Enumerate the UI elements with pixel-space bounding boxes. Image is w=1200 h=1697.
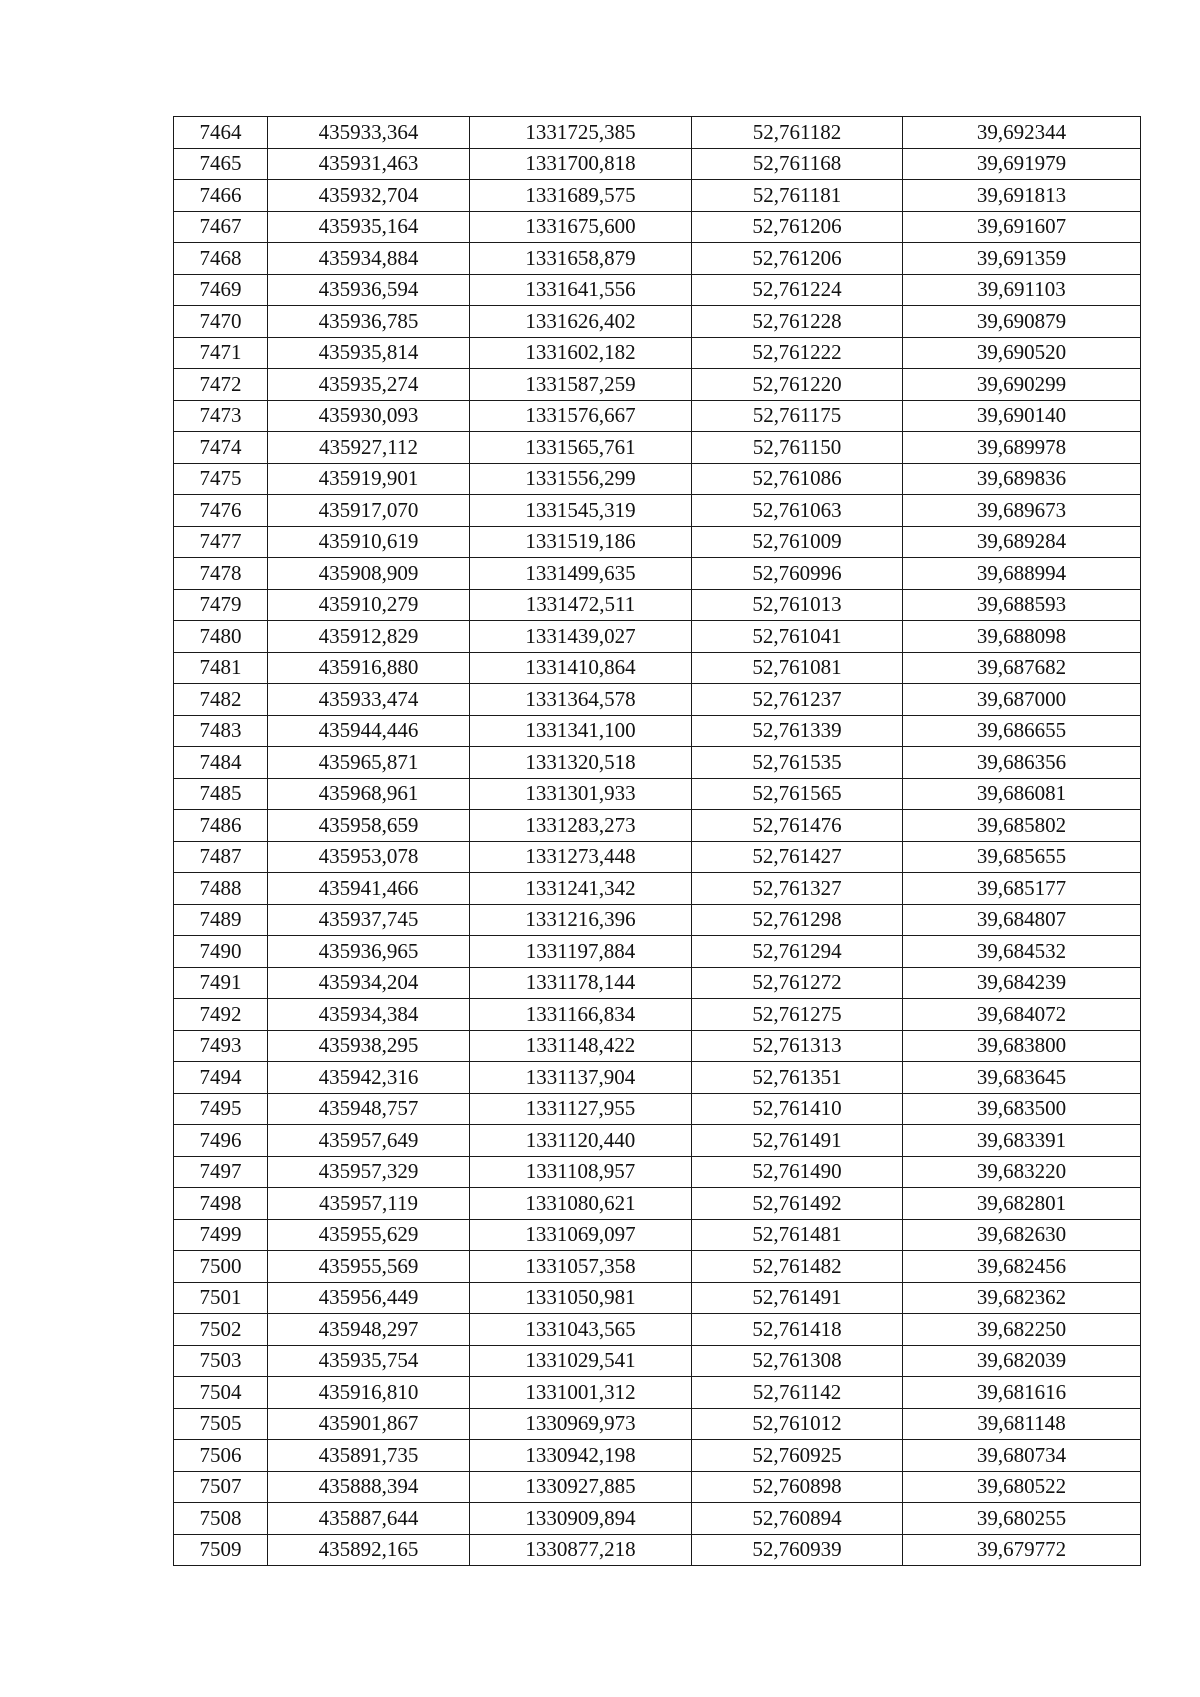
x-coordinate-cell: 435934,384 [268,999,470,1031]
longitude-cell: 39,691359 [903,243,1141,275]
latitude-cell: 52,761339 [692,715,903,747]
table-row [174,715,1141,747]
longitude-cell: 39,690879 [903,306,1141,338]
x-coordinate-cell: 435933,364 [268,117,470,149]
longitude-cell: 39,683220 [903,1156,1141,1188]
table-row [174,337,1141,369]
x-coordinate-cell: 435887,644 [268,1503,470,1535]
x-coordinate-cell: 435957,119 [268,1188,470,1220]
longitude-cell: 39,687000 [903,684,1141,716]
y-coordinate-cell: 1331108,957 [470,1156,692,1188]
longitude-cell: 39,689673 [903,495,1141,527]
point-number-cell: 7493 [174,1030,268,1062]
y-coordinate-cell: 1331166,834 [470,999,692,1031]
y-coordinate-cell: 1330969,973 [470,1408,692,1440]
table-row [174,684,1141,716]
table-row [174,1440,1141,1472]
point-number-cell: 7469 [174,274,268,306]
latitude-cell: 52,761313 [692,1030,903,1062]
y-coordinate-cell: 1331565,761 [470,432,692,464]
longitude-cell: 39,689836 [903,463,1141,495]
coordinates-table-body [174,117,1141,1566]
y-coordinate-cell: 1331197,884 [470,936,692,968]
x-coordinate-cell: 435956,449 [268,1282,470,1314]
longitude-cell: 39,684807 [903,904,1141,936]
table-row [174,1219,1141,1251]
x-coordinate-cell: 435936,965 [268,936,470,968]
x-coordinate-cell: 435891,735 [268,1440,470,1472]
point-number-cell: 7491 [174,967,268,999]
x-coordinate-cell: 435948,757 [268,1093,470,1125]
point-number-cell: 7468 [174,243,268,275]
table-row [174,1062,1141,1094]
table-row [174,1282,1141,1314]
latitude-cell: 52,761175 [692,400,903,432]
x-coordinate-cell: 435908,909 [268,558,470,590]
latitude-cell: 52,761410 [692,1093,903,1125]
table-row [174,1125,1141,1157]
latitude-cell: 52,761041 [692,621,903,653]
y-coordinate-cell: 1331364,578 [470,684,692,716]
point-number-cell: 7487 [174,841,268,873]
longitude-cell: 39,688098 [903,621,1141,653]
y-coordinate-cell: 1331216,396 [470,904,692,936]
y-coordinate-cell: 1331576,667 [470,400,692,432]
table-row [174,1156,1141,1188]
x-coordinate-cell: 435936,785 [268,306,470,338]
table-row [174,936,1141,968]
latitude-cell: 52,760894 [692,1503,903,1535]
latitude-cell: 52,761181 [692,180,903,212]
x-coordinate-cell: 435957,329 [268,1156,470,1188]
table-row [174,526,1141,558]
y-coordinate-cell: 1331587,259 [470,369,692,401]
latitude-cell: 52,761418 [692,1314,903,1346]
latitude-cell: 52,761081 [692,652,903,684]
table-row [174,747,1141,779]
latitude-cell: 52,761490 [692,1156,903,1188]
table-row [174,306,1141,338]
longitude-cell: 39,682630 [903,1219,1141,1251]
latitude-cell: 52,761063 [692,495,903,527]
latitude-cell: 52,761237 [692,684,903,716]
longitude-cell: 39,682250 [903,1314,1141,1346]
longitude-cell: 39,686081 [903,778,1141,810]
x-coordinate-cell: 435941,466 [268,873,470,905]
longitude-cell: 39,682801 [903,1188,1141,1220]
x-coordinate-cell: 435910,279 [268,589,470,621]
table-row [174,1188,1141,1220]
latitude-cell: 52,761491 [692,1125,903,1157]
y-coordinate-cell: 1331148,422 [470,1030,692,1062]
point-number-cell: 7489 [174,904,268,936]
x-coordinate-cell: 435892,165 [268,1534,470,1566]
y-coordinate-cell: 1331137,904 [470,1062,692,1094]
table-row [174,117,1141,149]
point-number-cell: 7492 [174,999,268,1031]
longitude-cell: 39,688994 [903,558,1141,590]
x-coordinate-cell: 435968,961 [268,778,470,810]
latitude-cell: 52,761009 [692,526,903,558]
longitude-cell: 39,683391 [903,1125,1141,1157]
x-coordinate-cell: 435930,093 [268,400,470,432]
latitude-cell: 52,761491 [692,1282,903,1314]
longitude-cell: 39,683500 [903,1093,1141,1125]
x-coordinate-cell: 435958,659 [268,810,470,842]
longitude-cell: 39,681148 [903,1408,1141,1440]
y-coordinate-cell: 1331283,273 [470,810,692,842]
y-coordinate-cell: 1331675,600 [470,211,692,243]
longitude-cell: 39,691607 [903,211,1141,243]
latitude-cell: 52,761492 [692,1188,903,1220]
latitude-cell: 52,761275 [692,999,903,1031]
table-row [174,1093,1141,1125]
table-row [174,999,1141,1031]
longitude-cell: 39,689978 [903,432,1141,464]
longitude-cell: 39,680255 [903,1503,1141,1535]
longitude-cell: 39,684239 [903,967,1141,999]
latitude-cell: 52,761535 [692,747,903,779]
x-coordinate-cell: 435912,829 [268,621,470,653]
latitude-cell: 52,761224 [692,274,903,306]
point-number-cell: 7465 [174,148,268,180]
point-number-cell: 7509 [174,1534,268,1566]
point-number-cell: 7502 [174,1314,268,1346]
x-coordinate-cell: 435955,629 [268,1219,470,1251]
table-row [174,243,1141,275]
point-number-cell: 7473 [174,400,268,432]
longitude-cell: 39,684072 [903,999,1141,1031]
point-number-cell: 7467 [174,211,268,243]
latitude-cell: 52,761298 [692,904,903,936]
longitude-cell: 39,692344 [903,117,1141,149]
point-number-cell: 7498 [174,1188,268,1220]
y-coordinate-cell: 1331050,981 [470,1282,692,1314]
point-number-cell: 7503 [174,1345,268,1377]
point-number-cell: 7497 [174,1156,268,1188]
latitude-cell: 52,761272 [692,967,903,999]
latitude-cell: 52,761206 [692,211,903,243]
point-number-cell: 7482 [174,684,268,716]
x-coordinate-cell: 435935,164 [268,211,470,243]
point-number-cell: 7480 [174,621,268,653]
longitude-cell: 39,691813 [903,180,1141,212]
point-number-cell: 7506 [174,1440,268,1472]
longitude-cell: 39,688593 [903,589,1141,621]
x-coordinate-cell: 435937,745 [268,904,470,936]
y-coordinate-cell: 1331626,402 [470,306,692,338]
y-coordinate-cell: 1331472,511 [470,589,692,621]
x-coordinate-cell: 435936,594 [268,274,470,306]
point-number-cell: 7486 [174,810,268,842]
y-coordinate-cell: 1331725,385 [470,117,692,149]
point-number-cell: 7485 [174,778,268,810]
table-row [174,1503,1141,1535]
y-coordinate-cell: 1331178,144 [470,967,692,999]
point-number-cell: 7481 [174,652,268,684]
y-coordinate-cell: 1331439,027 [470,621,692,653]
x-coordinate-cell: 435934,204 [268,967,470,999]
y-coordinate-cell: 1331127,955 [470,1093,692,1125]
table-row [174,180,1141,212]
longitude-cell: 39,684532 [903,936,1141,968]
table-row [174,400,1141,432]
table-row [174,1377,1141,1409]
longitude-cell: 39,689284 [903,526,1141,558]
point-number-cell: 7475 [174,463,268,495]
point-number-cell: 7483 [174,715,268,747]
y-coordinate-cell: 1331301,933 [470,778,692,810]
table-row [174,1345,1141,1377]
y-coordinate-cell: 1330942,198 [470,1440,692,1472]
point-number-cell: 7478 [174,558,268,590]
longitude-cell: 39,691103 [903,274,1141,306]
point-number-cell: 7501 [174,1282,268,1314]
latitude-cell: 52,761351 [692,1062,903,1094]
table-row [174,1314,1141,1346]
latitude-cell: 52,761013 [692,589,903,621]
latitude-cell: 52,761086 [692,463,903,495]
longitude-cell: 39,690140 [903,400,1141,432]
point-number-cell: 7477 [174,526,268,558]
point-number-cell: 7505 [174,1408,268,1440]
x-coordinate-cell: 435938,295 [268,1030,470,1062]
point-number-cell: 7508 [174,1503,268,1535]
longitude-cell: 39,685802 [903,810,1141,842]
point-number-cell: 7474 [174,432,268,464]
point-number-cell: 7490 [174,936,268,968]
y-coordinate-cell: 1331029,541 [470,1345,692,1377]
y-coordinate-cell: 1331519,186 [470,526,692,558]
x-coordinate-cell: 435965,871 [268,747,470,779]
latitude-cell: 52,761182 [692,117,903,149]
point-number-cell: 7472 [174,369,268,401]
point-number-cell: 7494 [174,1062,268,1094]
table-row [174,1534,1141,1566]
y-coordinate-cell: 1331341,100 [470,715,692,747]
latitude-cell: 52,760939 [692,1534,903,1566]
x-coordinate-cell: 435888,394 [268,1471,470,1503]
x-coordinate-cell: 435932,704 [268,180,470,212]
x-coordinate-cell: 435927,112 [268,432,470,464]
y-coordinate-cell: 1331069,097 [470,1219,692,1251]
y-coordinate-cell: 1331057,358 [470,1251,692,1283]
table-row [174,432,1141,464]
x-coordinate-cell: 435942,316 [268,1062,470,1094]
y-coordinate-cell: 1331641,556 [470,274,692,306]
latitude-cell: 52,761476 [692,810,903,842]
longitude-cell: 39,681616 [903,1377,1141,1409]
latitude-cell: 52,761308 [692,1345,903,1377]
x-coordinate-cell: 435934,884 [268,243,470,275]
latitude-cell: 52,760898 [692,1471,903,1503]
longitude-cell: 39,679772 [903,1534,1141,1566]
table-row [174,274,1141,306]
table-row [174,1030,1141,1062]
latitude-cell: 52,761206 [692,243,903,275]
y-coordinate-cell: 1331556,299 [470,463,692,495]
latitude-cell: 52,761012 [692,1408,903,1440]
table-row [174,778,1141,810]
table-row [174,904,1141,936]
longitude-cell: 39,687682 [903,652,1141,684]
x-coordinate-cell: 435916,880 [268,652,470,684]
y-coordinate-cell: 1330909,894 [470,1503,692,1535]
latitude-cell: 52,761481 [692,1219,903,1251]
coordinates-table [173,116,1141,1566]
longitude-cell: 39,690299 [903,369,1141,401]
longitude-cell: 39,686655 [903,715,1141,747]
latitude-cell: 52,761228 [692,306,903,338]
y-coordinate-cell: 1331080,621 [470,1188,692,1220]
point-number-cell: 7466 [174,180,268,212]
y-coordinate-cell: 1331689,575 [470,180,692,212]
x-coordinate-cell: 435944,446 [268,715,470,747]
point-number-cell: 7470 [174,306,268,338]
table-row [174,621,1141,653]
y-coordinate-cell: 1331658,879 [470,243,692,275]
x-coordinate-cell: 435916,810 [268,1377,470,1409]
latitude-cell: 52,761327 [692,873,903,905]
latitude-cell: 52,761222 [692,337,903,369]
table-row [174,589,1141,621]
point-number-cell: 7488 [174,873,268,905]
table-row [174,495,1141,527]
x-coordinate-cell: 435919,901 [268,463,470,495]
x-coordinate-cell: 435953,078 [268,841,470,873]
latitude-cell: 52,761482 [692,1251,903,1283]
table-row [174,148,1141,180]
latitude-cell: 52,761150 [692,432,903,464]
latitude-cell: 52,760925 [692,1440,903,1472]
point-number-cell: 7504 [174,1377,268,1409]
x-coordinate-cell: 435910,619 [268,526,470,558]
longitude-cell: 39,680522 [903,1471,1141,1503]
longitude-cell: 39,683800 [903,1030,1141,1062]
y-coordinate-cell: 1330927,885 [470,1471,692,1503]
latitude-cell: 52,761220 [692,369,903,401]
latitude-cell: 52,761565 [692,778,903,810]
longitude-cell: 39,685655 [903,841,1141,873]
x-coordinate-cell: 435935,754 [268,1345,470,1377]
table-row [174,1251,1141,1283]
y-coordinate-cell: 1331602,182 [470,337,692,369]
longitude-cell: 39,682362 [903,1282,1141,1314]
point-number-cell: 7464 [174,117,268,149]
point-number-cell: 7496 [174,1125,268,1157]
y-coordinate-cell: 1331499,635 [470,558,692,590]
point-number-cell: 7499 [174,1219,268,1251]
table-row [174,810,1141,842]
x-coordinate-cell: 435901,867 [268,1408,470,1440]
latitude-cell: 52,761142 [692,1377,903,1409]
table-row [174,967,1141,999]
longitude-cell: 39,683645 [903,1062,1141,1094]
longitude-cell: 39,682456 [903,1251,1141,1283]
table-row [174,369,1141,401]
table-row [174,1408,1141,1440]
y-coordinate-cell: 1331545,319 [470,495,692,527]
longitude-cell: 39,680734 [903,1440,1141,1472]
point-number-cell: 7500 [174,1251,268,1283]
x-coordinate-cell: 435933,474 [268,684,470,716]
latitude-cell: 52,761168 [692,148,903,180]
x-coordinate-cell: 435931,463 [268,148,470,180]
x-coordinate-cell: 435955,569 [268,1251,470,1283]
x-coordinate-cell: 435957,649 [268,1125,470,1157]
x-coordinate-cell: 435935,814 [268,337,470,369]
point-number-cell: 7495 [174,1093,268,1125]
point-number-cell: 7471 [174,337,268,369]
y-coordinate-cell: 1331273,448 [470,841,692,873]
x-coordinate-cell: 435935,274 [268,369,470,401]
table-row [174,463,1141,495]
x-coordinate-cell: 435948,297 [268,1314,470,1346]
point-number-cell: 7479 [174,589,268,621]
x-coordinate-cell: 435917,070 [268,495,470,527]
table-row [174,873,1141,905]
table-row [174,211,1141,243]
y-coordinate-cell: 1331120,440 [470,1125,692,1157]
table-row [174,1471,1141,1503]
point-number-cell: 7507 [174,1471,268,1503]
y-coordinate-cell: 1331320,518 [470,747,692,779]
table-row [174,558,1141,590]
y-coordinate-cell: 1331043,565 [470,1314,692,1346]
latitude-cell: 52,761294 [692,936,903,968]
table-row [174,652,1141,684]
latitude-cell: 52,760996 [692,558,903,590]
y-coordinate-cell: 1331241,342 [470,873,692,905]
point-number-cell: 7476 [174,495,268,527]
y-coordinate-cell: 1331001,312 [470,1377,692,1409]
longitude-cell: 39,685177 [903,873,1141,905]
longitude-cell: 39,686356 [903,747,1141,779]
longitude-cell: 39,682039 [903,1345,1141,1377]
point-number-cell: 7484 [174,747,268,779]
y-coordinate-cell: 1331700,818 [470,148,692,180]
latitude-cell: 52,761427 [692,841,903,873]
longitude-cell: 39,690520 [903,337,1141,369]
y-coordinate-cell: 1331410,864 [470,652,692,684]
table-row [174,841,1141,873]
y-coordinate-cell: 1330877,218 [470,1534,692,1566]
longitude-cell: 39,691979 [903,148,1141,180]
